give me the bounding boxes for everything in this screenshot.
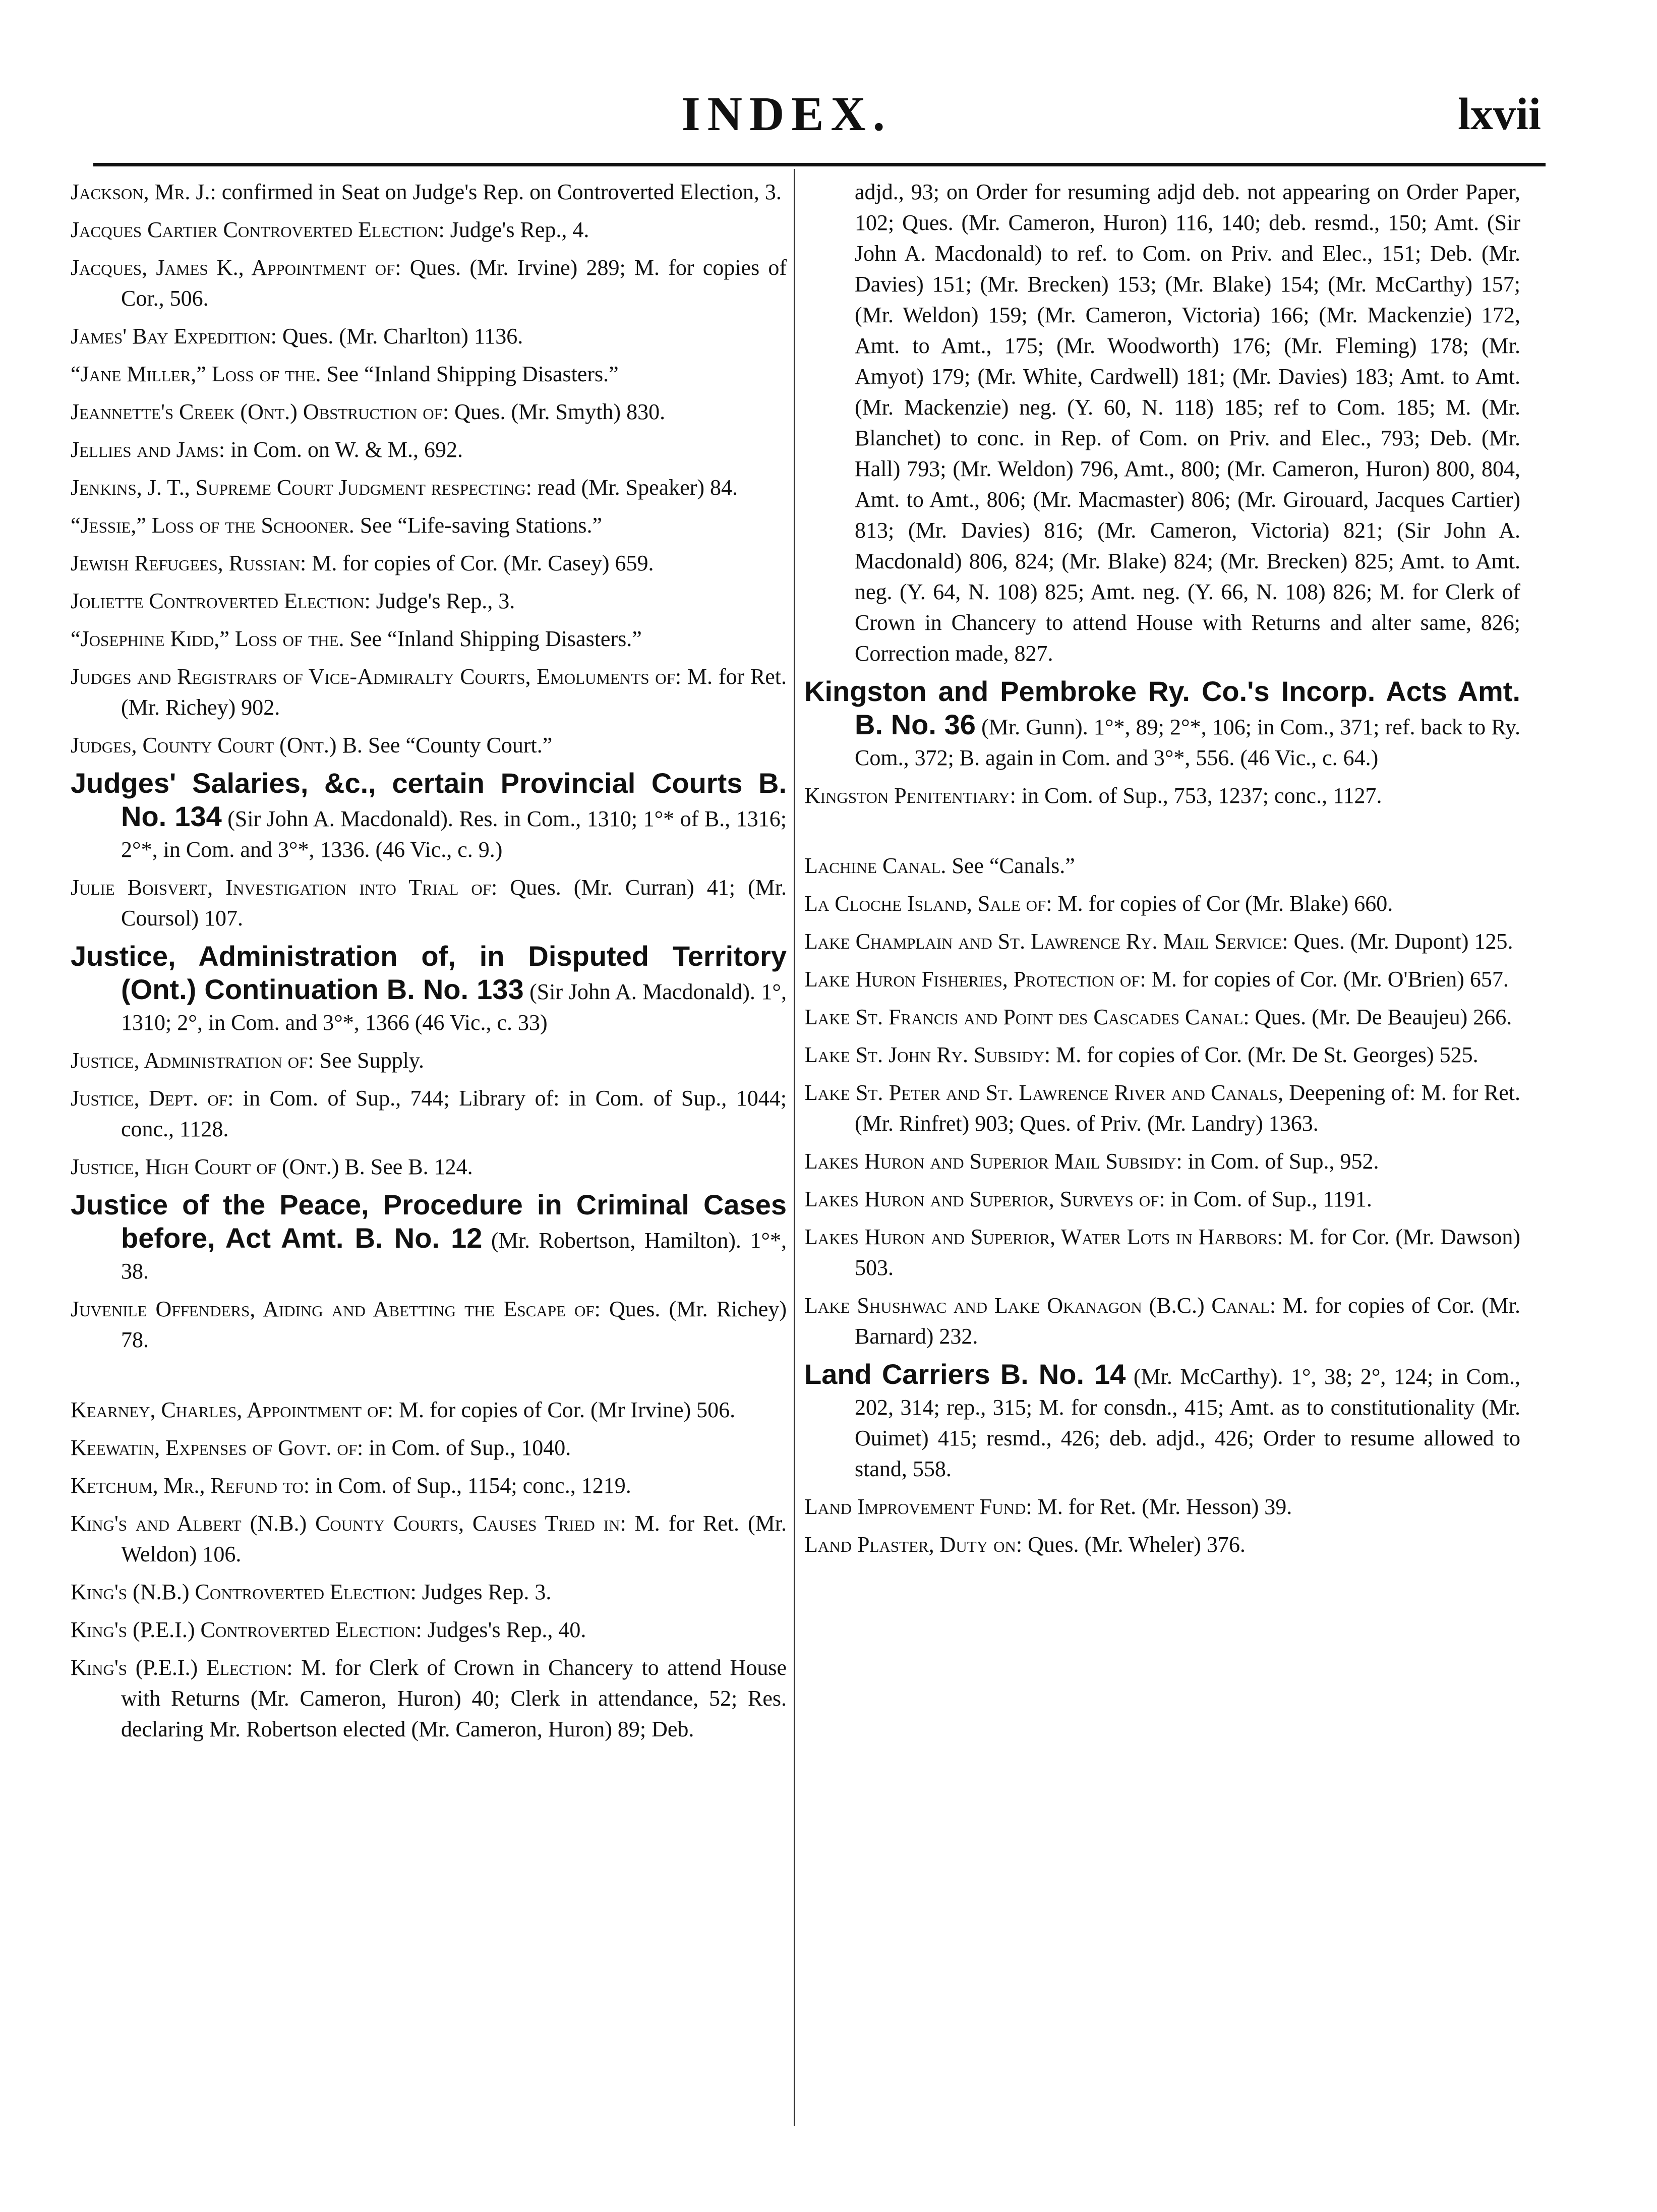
entry-heading: Juvenile Offenders, Aiding and Abetting the Escape of: (71, 1297, 601, 1321)
entry-heading: Lakes Huron and Superior Mail Subsidy: (804, 1149, 1182, 1174)
entry-text: in Com. of Sup., 952. (1182, 1149, 1379, 1174)
index-entry (71, 768, 787, 865)
index-entry (71, 941, 787, 1038)
index-entry (71, 661, 787, 723)
entry-heading: Land Plaster, Duty on: (804, 1532, 1023, 1557)
entry-heading: Lake Shushwac and Lake Okanagon (B.C.) Canal: (804, 1293, 1276, 1318)
entry-heading: Lake St. Peter and St. Lawrence River and Canals, (804, 1080, 1283, 1105)
entry-heading: Jacques, James K., Appointment of: (71, 255, 401, 280)
index-entry (804, 1146, 1520, 1177)
entry-text: M. for Clerk of Crown in Chancery to attend House with Returns (Mr. Cameron, Huron) 40; Clerk in attendance, 52; Res. declaring Mr. Robertson elected (Mr. Cameron, Huron) 89; Deb. (121, 1655, 787, 1741)
entry-text: See Supply. (314, 1048, 425, 1073)
header-rule (93, 163, 1546, 166)
entry-heading: King's (N.B.) Controverted Election: (71, 1580, 417, 1604)
index-entry (71, 1394, 787, 1425)
entry-heading: Justice of the Peace, Procedure in Criminal Cases before, Act Amt. B. No. 12 (71, 1189, 787, 1254)
entry-heading: King's and Albert (N.B.) County Courts, Causes Tried in: (71, 1511, 626, 1536)
entry-text: Ques. (Mr. Smyth) 830. (449, 399, 666, 424)
entry-text: read (Mr. Speaker) 84. (531, 475, 738, 500)
entry-text: Ques. (Mr. Richey) 78. (121, 1297, 787, 1352)
index-entry (804, 177, 1520, 669)
entry-text: M. for copies of Cor. (Mr. Casey) 659. (306, 551, 654, 575)
entry-heading: Lake St. Francis and Point des Cascades Canal: (804, 1005, 1250, 1029)
entry-heading: Justice, Dept. of: (71, 1086, 234, 1111)
entry-text: M. for Ret. (Mr. Richey) 902. (121, 664, 787, 720)
entry-text: Judges Rep. 3. (416, 1580, 552, 1604)
entry-text: Judges's Rep., 40. (422, 1617, 586, 1642)
entry-heading: Lakes Huron and Superior, Water Lots in Harbors: (804, 1225, 1283, 1249)
entry-text: See B. 124. (365, 1154, 473, 1179)
entry-text: M. for copies of Cor. (Mr Irvine) 506. (393, 1398, 736, 1422)
entry-heading: La Cloche Island, Sale of: (804, 891, 1052, 916)
entry-heading: “Jessie,” Loss of the Schooner. (71, 513, 354, 538)
entry-heading: Jackson, Mr. J.: (71, 180, 216, 204)
entry-text: in Com. of Sup., 1154; conc., 1219. (310, 1473, 631, 1498)
entry-heading: Lake Champlain and St. Lawrence Ry. Mail Service: (804, 929, 1288, 954)
index-entry (71, 472, 787, 503)
entry-heading: Jewish Refugees, Russian: (71, 551, 307, 575)
entry-heading: Jenkins, J. T., Supreme Court Judgment respecting: (71, 475, 532, 500)
index-entry (804, 1529, 1520, 1560)
index-entry (71, 1652, 787, 1744)
entry-text: confirmed in Seat on Judge's Rep. on Controverted Election, 3. (216, 180, 782, 204)
index-entry (71, 1577, 787, 1607)
entry-heading: Justice, Administration of, in Disputed Territory (Ont.) Continuation B. No. 133 (71, 940, 787, 1005)
entry-heading: “Josephine Kidd,” Loss of the. (71, 626, 344, 651)
right-column (804, 177, 1520, 1567)
index-entry (71, 396, 787, 427)
index-entry (804, 1491, 1520, 1522)
entry-text: See “Canals.” (946, 853, 1075, 878)
index-entry (804, 1359, 1520, 1484)
index-entry (71, 548, 787, 578)
index-entry (804, 1002, 1520, 1032)
index-entry (71, 872, 787, 934)
index-entry (71, 586, 787, 616)
index-entry (71, 730, 787, 761)
entry-text: (Mr. Robertson, Hamilton). 1°*, 38. (121, 1228, 787, 1284)
index-entry (71, 434, 787, 465)
index-entry (71, 1045, 787, 1076)
left-column (71, 177, 787, 1752)
entry-heading: Ketchum, Mr., Refund to: (71, 1473, 310, 1498)
entry-heading: Jellies and Jams: (71, 437, 225, 462)
index-entry (71, 1432, 787, 1463)
entry-text: Ques. (Mr. Dupont) 125. (1288, 929, 1513, 954)
entry-text: See “Inland Shipping Disasters.” (321, 362, 619, 386)
index-entry (804, 676, 1520, 773)
entry-text: Ques. (Mr. Wheler) 376. (1022, 1532, 1246, 1557)
entry-text: M. for Ret. (Mr. Weldon) 106. (121, 1511, 787, 1566)
entry-heading: King's (P.E.I.) Controverted Election: (71, 1617, 422, 1642)
entry-text: in Com. of Sup., 1191. (1165, 1187, 1372, 1211)
entry-heading: Jacques Cartier Controverted Election: (71, 217, 445, 242)
entry-text: Ques. (Mr. Curran) 41; (Mr. Coursol) 107. (121, 875, 787, 930)
index-entry (71, 1151, 787, 1182)
entry-heading: Lake St. John Ry. Subsidy: (804, 1042, 1051, 1067)
entry-text: Deepening of: M. for Ret. (Mr. Rinfret) 903; Ques. of Priv. (Mr. Landry) 1363. (855, 1080, 1520, 1136)
entry-text: M. for copies of Cor. (Mr. De St. Georges) 525. (1050, 1042, 1478, 1067)
index-entry (804, 888, 1520, 919)
index-entry (71, 1294, 787, 1355)
entry-text: Ques. (Mr. De Beaujeu) 266. (1249, 1005, 1512, 1029)
entry-heading: Kingston and Pembroke Ry. Co.'s Incorp. Acts Amt. B. No. 36 (804, 675, 1520, 740)
entry-text: in Com. of Sup., 753, 1237; conc., 1127. (1016, 783, 1382, 808)
index-entry (804, 1039, 1520, 1070)
entry-heading: Judges' Salaries, &c., certain Provincial Courts B. No. 134 (71, 767, 787, 832)
entry-heading: James' Bay Expedition: (71, 324, 277, 348)
index-entry (71, 1083, 787, 1144)
entry-heading: Joliette Controverted Election: (71, 589, 371, 613)
entry-text: M. for copies of Cor. (Mr. Barnard) 232. (855, 1293, 1520, 1349)
index-entry (71, 177, 787, 207)
entry-heading: Land Improvement Fund: (804, 1494, 1032, 1519)
index-entry (804, 850, 1520, 881)
entry-text: Judge's Rep., 3. (370, 589, 515, 613)
entry-text: (Mr. Gunn). 1°*, 89; 2°*, 106; in Com., 371; ref. back to Ry. Com., 372; B. again in Com. and 3°*, 556. (46 Vic., c. 64.) (855, 715, 1521, 770)
entry-heading: Judges and Registrars of Vice-Admiralty Courts, Emoluments of: (71, 664, 682, 689)
index-entry (71, 252, 787, 314)
entry-heading: “Jane Miller,” Loss of the. (71, 362, 321, 386)
index-entry (804, 1290, 1520, 1352)
entry-heading: Kearney, Charles, Appointment of: (71, 1398, 393, 1422)
index-entry (804, 1184, 1520, 1214)
entry-heading: Lachine Canal. (804, 853, 946, 878)
index-entry (804, 964, 1520, 995)
entry-heading: King's (P.E.I.) Election: (71, 1655, 293, 1680)
entry-text: adjd., 93; on Order for resuming adjd deb. not appearing on Order Paper, 102; Ques. (Mr. Cameron, Huron) 116, 140; deb. resmd., 150; Amt. (Sir John A. Macdonald) to ref. to Com. on Priv. and Elec., 151; Deb. (Mr. Davies) 151; (Mr. Brecken) 153; (Mr. Blake) 154; (Mr. McCarthy) 157; (Mr. Weldon) 159; (Mr. Cameron, Victoria) 166; (Mr. Mackenzie) 172, Amt. to Amt., 175; (Mr. Woodworth) 176; (Mr. Fleming) 178; (Mr. Amyot) 179; (Mr. White, Cardwell) 181; (Mr. Davies) 183; Amt. to Amt. (Mr. Mackenzie) neg. (Y. 60, N. 118) 185; ref to Com. 185; M. (Mr. Blanchet) to conc. in Rep. of Com. on Priv. and Elec., 793; Deb. (Mr. Hall) 793; (Mr. Weldon) 796, Amt., 800; (Mr. Cameron, Huron) 800, 804, Amt. to Amt., 806; (Mr. Macmaster) 806; (Mr. Girouard, Jacques Cartier) 813; (Mr. Davies) 816; (Mr. Cameron, Victoria) 821; (Sir John A. Macdonald) 806, 824; (Mr. Blake) 824; (Mr. Brecken) 825; Amt. to Amt. neg. (Y. 64, N. 108) 825; Amt. neg. (Y. 66, N. 108) 826; M. for Clerk of Crown in Chancery to attend House with Returns and alter same, 826; Correction made, 827. (855, 180, 1520, 666)
index-entry (71, 1614, 787, 1645)
index-entry (71, 623, 787, 654)
entry-heading: Land Carriers B. No. 14 (804, 1358, 1126, 1390)
entry-heading: Jeannette's Creek (Ont.) Obstruction of: (71, 399, 449, 424)
entry-text: in Com. of Sup., 1040. (363, 1435, 571, 1460)
entry-text: (Sir John A. Macdonald). 1°, 1310; 2°, in Com. and 3°*, 1366 (46 Vic., c. 33) (121, 979, 787, 1035)
index-entry (804, 1077, 1520, 1139)
entry-text: M. for Ret. (Mr. Hesson) 39. (1032, 1494, 1292, 1519)
index-entry (71, 359, 787, 389)
entry-heading: Lakes Huron and Superior, Surveys of: (804, 1187, 1165, 1211)
entry-text: M. for copies of Cor (Mr. Blake) 660. (1052, 891, 1393, 916)
index-entry (71, 1189, 787, 1287)
entry-text: in Com. of Sup., 744; Library of: in Com. of Sup., 1044; conc., 1128. (121, 1086, 787, 1141)
entry-text: Ques. (Mr. Charlton) 1136. (276, 324, 523, 348)
entry-text: (Sir John A. Macdonald). Res. in Com., 1310; 1°* of B., 1316; 2°*, in Com. and 3°*, 1336. (46 Vic., c. 9.) (121, 806, 787, 862)
index-entry (804, 926, 1520, 957)
index-entry (71, 510, 787, 541)
page-title: INDEX. (681, 87, 892, 141)
index-entry (71, 1470, 787, 1501)
index-entry (71, 321, 787, 352)
entry-text: M. for copies of Cor. (Mr. O'Brien) 657. (1146, 967, 1509, 992)
entry-text: (Mr. McCarthy). 1°, 38; 2°, 124; in Com., 202, 314; rep., 315; M. for consdn., 415; Amt. as to constitutionality (Mr. Ouimet) 415; resmd., 426; deb. adjd., 426; Order to resume allowed to stand, 558. (855, 1364, 1520, 1481)
entry-heading: Kingston Penitentiary: (804, 783, 1016, 808)
index-entry (804, 1221, 1520, 1283)
entry-text: See “Life-saving Stations.” (354, 513, 603, 538)
entry-text: Judge's Rep., 4. (444, 217, 589, 242)
entry-heading: Julie Boisvert, Investigation into Trial of: (71, 875, 498, 900)
page-number: lxvii (1457, 89, 1541, 139)
entry-text: See “County Court.” (362, 733, 553, 758)
entry-text: Ques. (Mr. Irvine) 289; M. for copies of Cor., 506. (121, 255, 787, 311)
entry-text: M. for Cor. (Mr. Dawson) 503. (855, 1225, 1520, 1280)
index-entry (71, 214, 787, 245)
index-entry (804, 780, 1520, 811)
entry-text: in Com. on W. & M., 692. (225, 437, 463, 462)
entry-heading: Lake Huron Fisheries, Protection of: (804, 967, 1146, 992)
entry-heading: Justice, High Court of (Ont.) B. (71, 1154, 365, 1179)
entry-text: See “Inland Shipping Disasters.” (344, 626, 642, 651)
entry-heading: Keewatin, Expenses of Govt. of: (71, 1435, 364, 1460)
index-entry (71, 1508, 787, 1569)
entry-heading: Justice, Administration of: (71, 1048, 314, 1073)
column-divider (794, 169, 795, 2126)
entry-heading: Judges, County Court (Ont.) B. (71, 733, 363, 758)
